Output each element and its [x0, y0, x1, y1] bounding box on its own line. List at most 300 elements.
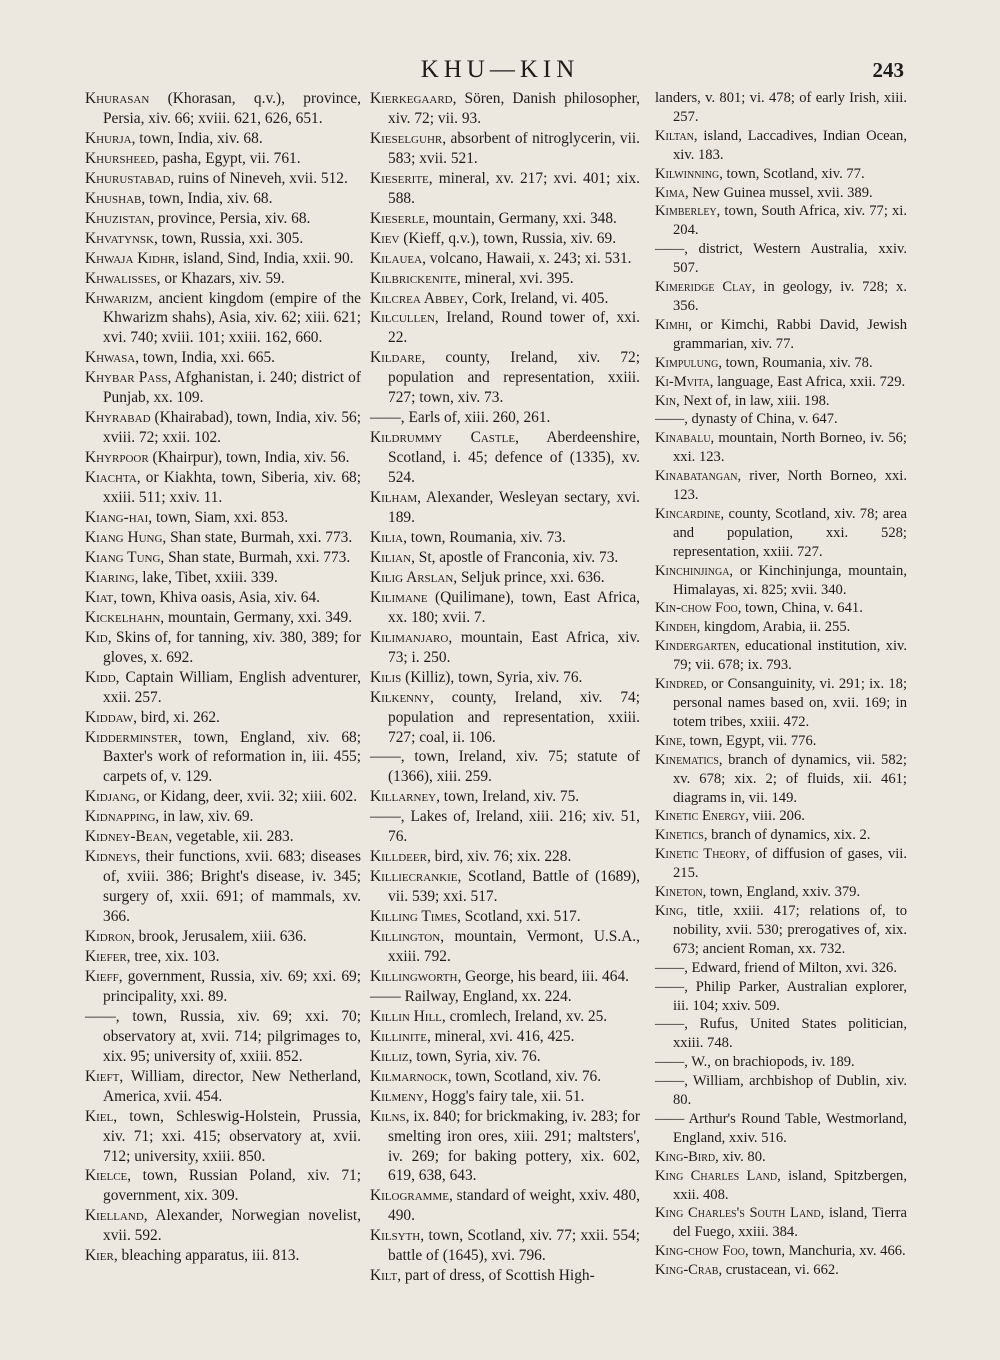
entry-text: ——, W., on brachiopods, iv. 189. [655, 1054, 855, 1071]
index-entry [85, 368, 361, 408]
entry-text: , island, Spitzbergen, xxii. 408. [673, 1167, 907, 1203]
entry-headword: Khvatynsk [85, 229, 154, 247]
entry-text: , Alexander, Wesleyan sectary, xvi. 189. [388, 489, 640, 527]
index-entry [655, 732, 907, 751]
entry-headword: Khyrabad [85, 409, 151, 427]
entry-headword: Kielce [85, 1167, 128, 1185]
index-entry [655, 902, 907, 959]
entry-headword: Kilwinning [655, 165, 720, 182]
entry-headword: Kiddaw [85, 708, 134, 726]
entry-text: , St, apostle of Franconia, xiv. 73. [411, 548, 619, 566]
index-entry [370, 867, 640, 907]
index-entry [85, 728, 361, 788]
entry-headword: King-Bird [655, 1148, 716, 1165]
entry-headword: Khyrpoor [85, 449, 149, 467]
index-entry [655, 354, 907, 373]
entry-text: , cromlech, Ireland, xv. 25. [441, 1007, 608, 1025]
index-entry [85, 189, 361, 209]
entry-headword: Kimpulung [655, 354, 719, 371]
entry-text: , Hogg's fairy tale, xii. 51. [423, 1087, 585, 1105]
index-entry [655, 392, 907, 411]
entry-text: , tree, xix. 103. [126, 947, 220, 965]
entry-text: (Quilimane), town, East Africa, xx. 180; xvii. 7. [388, 588, 640, 626]
entry-text: , town, Roumania, xiv. 78. [718, 354, 873, 371]
entry-text: , Alexander, Norwegian novelist, xvii. 592. [103, 1207, 361, 1245]
index-entry [655, 316, 907, 354]
index-entry [85, 1166, 361, 1206]
index-entry [85, 787, 361, 807]
entry-text: , or Kimchi, Rabbi David, Jewish grammarian, xiv. 77. [673, 316, 907, 352]
index-entry [655, 1015, 907, 1053]
index-entry [370, 1107, 640, 1187]
index-entry [370, 628, 640, 668]
entry-text: , Shan state, Burmah, xxi. 773. [162, 528, 353, 546]
entry-text: , mineral, xv. 217; xvi. 401; xix. 588. [388, 169, 640, 207]
index-entry [370, 987, 640, 1007]
index-entry [370, 1087, 640, 1107]
entry-headword: Kilt [370, 1267, 398, 1285]
index-entry [85, 1007, 361, 1067]
index-entry [655, 505, 907, 562]
entry-text: , town, Egypt, vii. 776. [682, 732, 817, 749]
index-entry [655, 1167, 907, 1205]
entry-text: , town, Russian Poland, xiv. 71; government, xix. 309. [103, 1167, 361, 1205]
entry-text: (Khairabad), town, India, xiv. 56; xviii. 72; xxii. 102. [103, 409, 361, 447]
index-entry [85, 608, 361, 628]
entry-headword: Kiev [370, 229, 400, 247]
entry-headword: Killing Times [370, 908, 458, 926]
entry-text: , bleaching apparatus, iii. 813. [113, 1247, 300, 1265]
index-entry [370, 807, 640, 847]
index-entry [370, 428, 640, 488]
index-entry [85, 408, 361, 448]
entry-text: , or Khazars, xiv. 59. [156, 269, 285, 287]
index-entry [370, 548, 640, 568]
entry-headword: Kinchinjinga [655, 562, 730, 579]
index-entry [370, 528, 640, 548]
entry-headword: Khwasa [85, 349, 136, 367]
index-entry [655, 637, 907, 675]
entry-text: , town, China, v. 641. [737, 600, 863, 617]
index-entry [85, 348, 361, 368]
index-entry [85, 129, 361, 149]
index-entry [85, 947, 361, 967]
index-entry [85, 548, 361, 568]
entry-text: ——, Lakes of, Ireland, xiii. 216; xiv. 51, 76. [370, 808, 640, 846]
entry-headword: Ki-Mvita [655, 373, 710, 390]
entry-headword: Kilia [370, 528, 404, 546]
index-column-2 [370, 89, 640, 1286]
entry-text: , mineral, xvi. 395. [456, 269, 574, 287]
index-entry [85, 1206, 361, 1246]
entry-text: , town, India, xxi. 665. [135, 349, 276, 367]
entry-text: , town, Russia, xxi. 305. [153, 229, 304, 247]
entry-text: —— Arthur's Round Table, Westmorland, England, xxiv. 516. [655, 1110, 907, 1146]
entry-headword: Kin [655, 392, 677, 409]
index-entry [85, 169, 361, 189]
entry-headword: Kinetic Theory [655, 846, 747, 863]
entry-headword: Kidron [85, 928, 131, 946]
entry-headword: Kiaring [85, 568, 135, 586]
entry-headword: Kieselguhr [370, 129, 443, 147]
index-entry [655, 1072, 907, 1110]
entry-text: , viii. 206. [745, 808, 805, 825]
index-entry [655, 1242, 907, 1261]
entry-text: , part of dress, of Scottish High- [397, 1267, 595, 1285]
entry-headword: Kielland [85, 1207, 144, 1225]
entry-headword: Khwalisses [85, 269, 157, 287]
index-entry [85, 827, 361, 847]
index-entry [85, 528, 361, 548]
entry-text: , town, India, xiv. 68. [131, 129, 263, 147]
entry-headword: Khuzistan [85, 209, 151, 227]
entry-headword: Killin Hill [370, 1007, 442, 1025]
entry-headword: Kier [85, 1247, 114, 1265]
entry-headword: Kinabalu [655, 430, 711, 447]
entry-headword: Kilogramme [370, 1187, 449, 1205]
entry-text: , town, Scotland, xiv. 77; xxii. 554; battle of (1645), xvi. 796. [388, 1227, 640, 1265]
entry-text: , pasha, Egypt, vii. 761. [154, 149, 301, 167]
entry-headword: Killinite [370, 1027, 427, 1045]
entry-headword: Killarney [370, 788, 437, 806]
entry-headword: King Charles Land [655, 1167, 778, 1184]
index-entry [655, 562, 907, 600]
index-entry [655, 429, 907, 467]
entry-text: , their functions, xvii. 683; diseases of, xviii. 386; Bright's disease, iv. 345; surgery of, xxii. 691; of mammals, xv. 366. [103, 848, 361, 926]
entry-headword: Kieft [85, 1067, 120, 1085]
index-entry [655, 675, 907, 732]
entry-headword: Kidney-Bean [85, 828, 169, 846]
entry-text: (Killiz), town, Syria, xiv. 76. [401, 668, 583, 686]
entry-text: , bird, xiv. 76; xix. 228. [426, 848, 572, 866]
entry-headword: Kine [655, 732, 683, 749]
entry-text: ——, town, Russia, xiv. 69; xxi. 70; observatory at, xvii. 714; pilgrimages to, xix. 95; university of, xxiii. 852. [85, 1007, 361, 1065]
index-entry [370, 1007, 640, 1027]
entry-text: ——, Earls of, xiii. 260, 261. [370, 409, 551, 427]
entry-text: —— Railway, England, xx. 224. [370, 987, 572, 1005]
entry-headword: Kinabatangan [655, 468, 738, 485]
entry-text: landers, v. 801; vi. 478; of early Irish, xiii. 257. [655, 90, 907, 125]
entry-headword: Killington [370, 928, 441, 946]
entry-headword: Kidderminster [85, 728, 179, 746]
index-entry [370, 348, 640, 408]
entry-text: , county, Scotland, xiv. 78; area and population, xxi. 528; representation, xxiii. 727. [673, 505, 907, 560]
entry-headword: Khushab [85, 189, 142, 207]
entry-headword: Killiz [370, 1047, 409, 1065]
index-entry [655, 240, 907, 278]
index-entry [370, 209, 640, 229]
entry-headword: Killingworth [370, 967, 458, 985]
entry-text: , volcano, Hawaii, x. 243; xi. 531. [422, 249, 632, 267]
entry-text: , Seljuk prince, xxi. 636. [453, 568, 605, 586]
entry-text: , branch of dynamics, vii. 582; xv. 678; xix. 2; of fluids, xii. 461; diagrams in, vii. 149. [673, 751, 907, 806]
entry-headword: Kiang-hai [85, 509, 149, 527]
entry-headword: Kieserite [370, 169, 429, 187]
entry-text: ——, Philip Parker, Australian explorer, iii. 104; xxiv. 509. [655, 978, 907, 1014]
index-entry [655, 978, 907, 1016]
index-entry [370, 1047, 640, 1067]
index-entry [655, 410, 907, 429]
entry-text: , mountain, Germany, xxi. 349. [160, 608, 353, 626]
index-entry [370, 967, 640, 987]
entry-headword: Kilimanjaro [370, 628, 449, 646]
entry-text: , Captain William, English adventurer, xxii. 257. [103, 668, 361, 706]
entry-text: , mountain, Vermont, U.S.A., xxiii. 792. [388, 928, 640, 965]
entry-headword: Kima [655, 184, 685, 201]
entry-headword: Kimeridge Clay [655, 279, 752, 296]
entry-text: , Cork, Ireland, vi. 405. [464, 289, 609, 307]
entry-text: , Scotland, xxi. 517. [457, 908, 581, 926]
index-entry [655, 883, 907, 902]
index-entry [655, 826, 907, 845]
entry-text: , Shan state, Burmah, xxi. 773. [160, 548, 351, 566]
entry-text: , educational institution, xiv. 79; vii. 678; ix. 793. [673, 638, 907, 674]
index-entry [655, 202, 907, 240]
entry-headword: King Charles's South Land [655, 1205, 821, 1222]
entry-headword: Kilcullen [370, 309, 435, 327]
entry-headword: Kineton [655, 884, 703, 901]
entry-text: ——, district, Western Australia, xxiv. 507. [655, 241, 907, 277]
entry-text: , absorbent of nitroglycerin, vii. 583; xvii. 521. [388, 129, 640, 167]
entry-text: , Skins of, for tanning, xiv. 380, 389; for gloves, x. 692. [103, 628, 361, 666]
index-entry [370, 169, 640, 209]
entry-text: , county, Ireland, xiv. 74; population and representation, xxiii. 727; coal, ii. 106. [388, 688, 640, 746]
index-entry [85, 927, 361, 947]
index-entry [85, 89, 361, 129]
entry-headword: King [655, 902, 684, 919]
entry-headword: Kieff [85, 967, 119, 985]
entry-text: , town, South Africa, xiv. 77; xi. 204. [673, 203, 907, 239]
index-entry [655, 184, 907, 203]
entry-headword: Kilian [370, 548, 412, 566]
entry-text: , river, North Borneo, xxi. 123. [673, 468, 907, 504]
entry-headword: Kilmarnock [370, 1067, 448, 1085]
entry-headword: Khybar Pass [85, 369, 168, 387]
entry-text: , of diffusion of gases, vii. 215. [673, 846, 907, 882]
entry-text: (Kieff, q.v.), town, Russia, xiv. 69. [399, 229, 617, 247]
entry-headword: Kilimane [370, 588, 428, 606]
entry-text: , town, Siam, xxi. 853. [148, 509, 289, 527]
running-head [0, 56, 1000, 86]
entry-text: , mountain, East Africa, xiv. 73; i. 250. [388, 628, 640, 666]
entry-headword: Kidneys [85, 848, 137, 866]
entry-headword: Kidjang [85, 788, 136, 806]
index-entry [85, 249, 361, 269]
entry-headword: Killdeer [370, 848, 427, 866]
entry-headword: Kinetic Energy [655, 808, 746, 825]
entry-text: , William, director, New Netherland, America, xvii. 454. [103, 1067, 361, 1105]
entry-text: , xiv. 80. [715, 1148, 766, 1165]
index-entry [85, 289, 361, 349]
entry-headword: Kiat [85, 588, 114, 606]
entry-headword: Kickelhahn [85, 608, 161, 626]
index-entry [370, 668, 640, 688]
entry-text: , Sören, Danish philosopher, xiv. 72; vii. 93. [388, 90, 640, 127]
index-entry [85, 468, 361, 508]
entry-text: , government, Russia, xiv. 69; xxi. 69; principality, xxi. 89. [103, 967, 361, 1005]
entry-text: , county, Ireland, xiv. 72; population and representation, xxiii. 727; town, xiv. 73. [388, 349, 640, 407]
entry-headword: Kimberley [655, 203, 717, 220]
index-entry [655, 845, 907, 883]
entry-text: , bird, xi. 262. [133, 708, 220, 726]
entry-text: , town, Ireland, xiv. 75. [436, 788, 580, 806]
entry-headword: Khwarizm [85, 289, 149, 307]
page-number: 243 [872, 58, 904, 82]
entry-text: ——, Rufus, United States politician, xxiii. 748. [655, 1016, 907, 1052]
entry-text: , island, Sind, India, xxii. 90. [175, 249, 354, 267]
index-entry [655, 1110, 907, 1148]
entry-headword: King-Crab [655, 1262, 719, 1279]
entry-headword: Kilmeny [370, 1087, 424, 1105]
entry-headword: King-chow Foo [655, 1243, 745, 1260]
index-entry [370, 747, 640, 787]
index-entry [85, 1246, 361, 1266]
entry-text: ——, town, Ireland, xiv. 75; statute of (1366), xiii. 259. [370, 748, 640, 786]
entry-text: , brook, Jerusalem, xiii. 636. [130, 928, 307, 946]
entry-text: , town, England, xxiv. 379. [702, 884, 861, 901]
index-entry [655, 1148, 907, 1167]
index-entry [655, 618, 907, 637]
index-entry [370, 787, 640, 807]
entry-text: , town, England, xiv. 68; Baxter's work of reformation in, iii. 455; carpets of, v. 129. [103, 728, 361, 786]
index-entry [655, 1204, 907, 1242]
index-entry [85, 588, 361, 608]
entry-text: , mountain, Germany, xxi. 348. [425, 209, 617, 227]
entry-text: , town, Schleswig-Holstein, Prussia, xiv. 71; xxi. 415; observatory at, xvii. 712; university, xxiii. 850. [103, 1107, 361, 1165]
entry-headword: Kindeh [655, 619, 697, 636]
entry-text: , title, xxiii. 417; relations of, to nobility, xvii. 530; prerogatives of, xix. 673; ancient Roman, xx. 732. [673, 902, 907, 957]
index-entry [85, 708, 361, 728]
entry-text: , Next of, in law, xiii. 198. [676, 392, 830, 409]
entry-text: , Ireland, Round tower of, xxi. 22. [388, 309, 640, 347]
index-entry [370, 588, 640, 628]
entry-headword: Kilig Arslan [370, 568, 454, 586]
entry-text: , mineral, xvi. 416, 425. [426, 1027, 575, 1045]
index-entry [655, 373, 907, 392]
index-entry [370, 568, 640, 588]
entry-headword: Kilbrickenite [370, 269, 457, 287]
page-range-title: KHU—KIN [420, 56, 580, 83]
entry-headword: Kiltan [655, 127, 694, 144]
entry-headword: Kinetics [655, 827, 704, 844]
entry-headword: Killiecrankie [370, 868, 458, 886]
entry-text: , town, Syria, xiv. 76. [408, 1047, 541, 1065]
entry-headword: Kilis [370, 668, 402, 686]
entry-headword: Kieserle [370, 209, 426, 227]
index-entry [370, 927, 640, 967]
entry-text: (Khorasan, q.v.), province, Persia, xiv. 66; xviii. 621, 626, 651. [103, 90, 361, 127]
index-entry [655, 467, 907, 505]
entry-headword: Kindergarten [655, 638, 737, 655]
index-entry [370, 308, 640, 348]
entry-text: , island, Laccadives, Indian Ocean, xiv. 183. [673, 127, 907, 163]
entry-text: , or Kinchinjunga, mountain, Himalayas, xi. 825; xvii. 340. [673, 562, 907, 598]
entry-headword: Kilns [370, 1107, 406, 1125]
index-entry [370, 847, 640, 867]
entry-text: , town, Roumania, xiv. 73. [403, 528, 566, 546]
entry-headword: Kiang Tung [85, 548, 161, 566]
index-entry [85, 807, 361, 827]
index-entry [655, 165, 907, 184]
entry-headword: Kildrummy Castle [370, 429, 516, 447]
entry-text: ——, Edward, friend of Milton, xvi. 326. [655, 959, 897, 976]
index-entry [85, 448, 361, 468]
entry-text: , Aberdeenshire, Scotland, i. 45; defence of (1335), xv. 524. [388, 429, 640, 487]
entry-text: , mountain, North Borneo, iv. 56; xxi. 123. [673, 430, 907, 466]
entry-headword: Kinematics [655, 751, 719, 768]
index-entry [85, 149, 361, 169]
index-entry [655, 599, 907, 618]
entry-text: , Afghanistan, i. 240; district of Punjab, xx. 109. [103, 369, 361, 407]
entry-text: , or Kiakhta, town, Siberia, xiv. 68; xxiii. 511; xxiv. 11. [103, 469, 361, 507]
index-entry [85, 1067, 361, 1107]
index-entry [370, 488, 640, 528]
entry-text: , kingdom, Arabia, ii. 255. [696, 619, 851, 636]
entry-headword: Kilcrea Abbey [370, 289, 465, 307]
index-entry [85, 508, 361, 528]
entry-text: (Khairpur), town, India, xiv. 56. [148, 449, 350, 467]
index-entry [655, 1261, 907, 1280]
index-entry [85, 847, 361, 927]
index-entry [655, 89, 907, 127]
entry-text: , town, Scotland, xiv. 77. [719, 165, 865, 182]
entry-headword: Khurja [85, 129, 132, 147]
entry-text: , or Consanguinity, vi. 291; ix. 18; personal names based on, xvii. 169; in totem tribes, xxiii. 472. [673, 676, 907, 730]
entry-headword: Kin-chow Foo [655, 600, 738, 617]
entry-headword: Khurustabad [85, 169, 171, 187]
entry-text: , ancient kingdom (empire of the Khwarizm shahs), Asia, xiv. 62; xiii. 621; xvi. 740; xviii. 101; xxiii. 162, 660. [103, 289, 361, 347]
index-entry [85, 269, 361, 289]
index-entry [655, 751, 907, 808]
index-entry [370, 249, 640, 269]
entry-text: , branch of dynamics, xix. 2. [703, 827, 871, 844]
index-entry [85, 229, 361, 249]
index-entry [655, 959, 907, 978]
entry-text: , island, Tierra del Fuego, xxiii. 384. [673, 1205, 907, 1241]
index-entry [655, 127, 907, 165]
entry-text: ——, William, archbishop of Dublin, xiv. 80. [655, 1073, 907, 1109]
entry-text: , in law, xiv. 69. [155, 808, 254, 826]
entry-headword: Kilkenny [370, 688, 430, 706]
index-entry [85, 967, 361, 1007]
entry-text: , Scotland, Battle of (1689), vii. 539; xxi. 517. [388, 868, 640, 906]
entry-headword: Kiel [85, 1107, 114, 1125]
entry-headword: Kilsyth [370, 1227, 421, 1245]
index-entry [85, 668, 361, 708]
index-entry [655, 1053, 907, 1072]
index-entry [370, 269, 640, 289]
entry-text: , standard of weight, xxiv. 480, 490. [388, 1187, 640, 1225]
entry-text: ——, dynasty of China, v. 647. [655, 411, 838, 428]
entry-text: , ruins of Nineveh, xvii. 512. [170, 169, 348, 187]
entry-text: , town, Manchuria, xv. 466. [744, 1243, 906, 1260]
entry-headword: Khurasan [85, 90, 150, 107]
index-entry [370, 1226, 640, 1266]
entry-text: , George, his beard, iii. 464. [457, 967, 629, 985]
entry-text: , in geology, iv. 728; x. 356. [673, 279, 908, 314]
index-entry [370, 1067, 640, 1087]
entry-headword: Khursheed [85, 149, 155, 167]
index-entry [370, 688, 640, 748]
entry-headword: Kilauea [370, 249, 423, 267]
entry-headword: Kidd [85, 668, 116, 686]
index-column-3 [655, 89, 907, 1280]
entry-text: , lake, Tibet, xxiii. 339. [134, 568, 278, 586]
index-entry [370, 229, 640, 249]
entry-text: , province, Persia, xiv. 68. [150, 209, 311, 227]
entry-text: , New Guinea mussel, xvii. 389. [684, 184, 873, 201]
index-entry [370, 1186, 640, 1226]
